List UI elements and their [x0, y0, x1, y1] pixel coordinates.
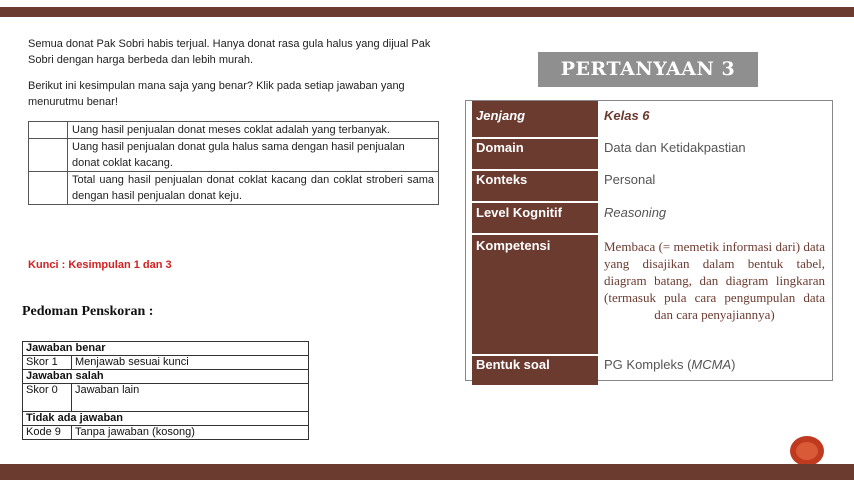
bottom-bar — [0, 464, 854, 480]
answer-checkbox-1[interactable] — [29, 122, 68, 139]
row-divider — [472, 201, 598, 203]
none-header: Tidak ada jawaban — [23, 412, 309, 426]
top-bar — [0, 7, 854, 17]
none-code: Kode 9 — [23, 426, 72, 440]
answer-checkbox-3[interactable] — [29, 172, 68, 205]
bentuk-label: Bentuk soal — [476, 357, 550, 372]
domain-label: Domain — [476, 140, 524, 155]
konteks-label: Konteks — [476, 172, 528, 187]
question-number-badge: PERTANYAAN 3 — [538, 52, 758, 87]
scoring-guide-title: Pedoman Penskoran : — [22, 304, 154, 319]
decorative-circle-icon — [790, 436, 824, 466]
row-divider — [472, 354, 598, 356]
row-divider — [472, 233, 598, 235]
kompetensi-label: Kompetensi — [476, 238, 551, 253]
jenjang-value: Kelas 6 — [604, 108, 650, 123]
wrong-code: Skor 0 — [23, 384, 72, 412]
question-instruction: Berikut ini kesimpulan mana saja yang benar? Klik pada setiap jawaban yang menurutmu benar! — [28, 80, 405, 108]
statement-row[interactable] — [29, 122, 439, 139]
domain-value: Data dan Ketidakpastian — [604, 140, 746, 155]
question-text: Semua donat Pak Sobri habis terjual. Hanya donat rasa gula halus yang dijual Pak Sobri dengan harga berbeda dan lebih murah. — [28, 38, 431, 66]
none-desc: Tanpa jawaban (kosong) — [72, 426, 309, 440]
statement-table — [28, 121, 439, 205]
statement-row[interactable] — [29, 172, 439, 205]
wrong-desc: Jawaban lain — [72, 384, 309, 412]
answer-key: Kunci : Kesimpulan 1 dan 3 — [28, 259, 172, 271]
level-value: Reasoning — [604, 205, 667, 220]
correct-code: Skor 1 — [23, 356, 72, 370]
wrong-header: Jawaban salah — [23, 370, 309, 384]
bentuk-value: PG Kompleks (MCMA) — [604, 357, 736, 372]
statement-text-2: Uang hasil penjualan donat gula halus sama dengan hasil penjualan donat coklat kacang. — [68, 139, 439, 172]
row-divider — [472, 137, 598, 139]
question-intro — [28, 36, 438, 120]
statement-row[interactable] — [29, 139, 439, 172]
correct-header: Jawaban benar — [23, 342, 309, 356]
statement-text-1: Uang hasil penjualan donat meses coklat adalah yang terbanyak. — [68, 122, 439, 139]
correct-desc: Menjawab sesuai kunci — [72, 356, 309, 370]
jenjang-label: Jenjang — [476, 108, 526, 123]
kompetensi-value: Membaca (= memetik informasi dari) data yang disajikan dalam bentuk tabel, diagram batang, dan diagram lingkaran (termasuk pula cara pengumpulan data dan cara penyajiannya) — [604, 239, 825, 322]
statement-text-3: Total uang hasil penjualan donat coklat kacang dan coklat stroberi sama dengan hasil penjualan donat keju. — [68, 172, 439, 205]
konteks-value: Personal — [604, 172, 656, 187]
row-divider — [472, 169, 598, 171]
answer-checkbox-2[interactable] — [29, 139, 68, 172]
level-label: Level Kognitif — [476, 205, 562, 220]
scoring-table — [22, 341, 309, 440]
